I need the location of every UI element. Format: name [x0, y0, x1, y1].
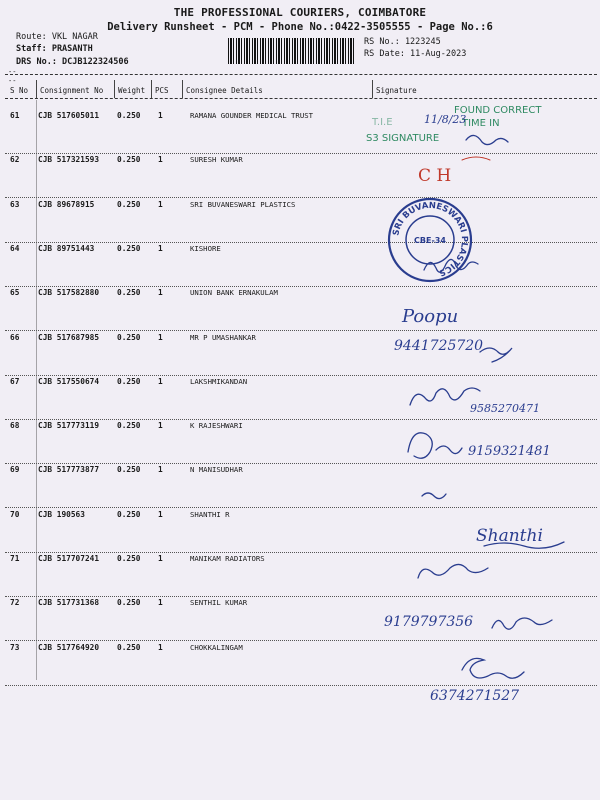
row-sno: 72 [10, 598, 20, 607]
row-weight: 0.250 [117, 155, 141, 164]
round-company-stamp [386, 196, 474, 284]
sno-column-line [36, 100, 37, 680]
header-rule-bottom [5, 98, 597, 99]
row-weight: 0.250 [117, 643, 141, 652]
row-consignee: UNION BANK ERNAKULAM [190, 288, 278, 297]
row-pcs: 1 [158, 244, 163, 253]
col-pcs: PCS [155, 86, 169, 95]
row-pcs: 1 [158, 155, 163, 164]
row-consignment: CJB 517605011 [38, 111, 100, 120]
row-consignee: KISHORE [190, 244, 221, 253]
row-pcs: 1 [158, 510, 163, 519]
staff-label: Staff: PRASANTH [16, 44, 93, 54]
signature-73 [462, 658, 524, 678]
row-consignee: CHOKKALINGAM [190, 643, 243, 652]
round-stamp-text: SRI BUVANESWARI PLASTICS [391, 200, 470, 278]
row-pcs: 1 [158, 643, 163, 652]
row-divider [5, 640, 597, 641]
signature-68 [408, 433, 462, 458]
header-rule-top [5, 74, 597, 75]
row-consignment: CJB 517550674 [38, 377, 100, 386]
col-divider [151, 80, 152, 98]
handwritten-phone-73: 6374271527 [430, 688, 520, 704]
drs-number: DRS No.: DCJB122324506 [16, 57, 129, 67]
time-in-text: TIME IN [462, 118, 500, 129]
row-consignee: LAKSHMIKANDAN [190, 377, 248, 386]
handwritten-name-70: Shanthi [476, 526, 543, 546]
handwritten-name-65: Poopu [402, 306, 459, 327]
dash-marker: -- [8, 77, 17, 85]
row-pcs: 1 [158, 465, 163, 474]
row-pcs: 1 [158, 200, 163, 209]
found-correct-text: FOUND CORRECT [454, 105, 542, 116]
row-weight: 0.250 [117, 333, 141, 342]
row-sno: 65 [10, 288, 20, 297]
handwritten-phone-72: 9179797356 [384, 614, 474, 630]
barcode-image [228, 38, 356, 64]
rs-number: RS No.: 1223245 [364, 37, 441, 47]
row-consignment: CJB 89751443 [38, 244, 95, 253]
row-sno: 73 [10, 643, 20, 652]
row-sno: 64 [10, 244, 20, 253]
signature-71 [418, 564, 488, 578]
row-pcs: 1 [158, 333, 163, 342]
row-weight: 0.250 [117, 244, 141, 253]
row-consignment: CJB 517773877 [38, 465, 100, 474]
row-weight: 0.250 [117, 510, 141, 519]
row-sno: 62 [10, 155, 20, 164]
red-mark-62 [462, 157, 490, 160]
handwritten-phone-68: 9159321481 [468, 444, 551, 459]
row-consignment: CJB 89678915 [38, 200, 95, 209]
col-consignment: Consignment No [40, 86, 104, 95]
row-weight: 0.250 [117, 377, 141, 386]
row-weight: 0.250 [117, 200, 141, 209]
row-weight: 0.250 [117, 111, 141, 120]
row-pcs: 1 [158, 421, 163, 430]
row-divider [5, 419, 597, 420]
row-sno: 69 [10, 465, 20, 474]
row-sno: 61 [10, 111, 20, 120]
row-consignment: CJB 517582880 [38, 288, 100, 297]
handwritten-phone-66: 9441725720 [394, 338, 484, 354]
row-consignee: RAMANA GOUNDER MEDICAL TRUST [190, 111, 314, 120]
row-weight: 0.250 [117, 465, 141, 474]
col-divider [36, 80, 37, 98]
row-sno: 67 [10, 377, 20, 386]
row-consignee: MANIKAM RADIATORS [190, 554, 265, 563]
row-consignment: CJB 517687985 [38, 333, 100, 342]
handwritten-phone-67: 9585270471 [470, 402, 540, 415]
row-divider [5, 375, 597, 376]
row-consignment: CJB 517764920 [38, 643, 100, 652]
row-consignment: CJB 190563 [38, 510, 85, 519]
col-divider [114, 80, 115, 98]
row-sno: 63 [10, 200, 20, 209]
row-pcs: 1 [158, 554, 163, 563]
signature-72 [492, 618, 552, 629]
row-weight: 0.250 [117, 554, 141, 563]
row-consignment: CJB 517773119 [38, 421, 100, 430]
col-divider [372, 80, 373, 98]
row-divider [5, 330, 597, 331]
row-divider [5, 463, 597, 464]
row-pcs: 1 [158, 377, 163, 386]
handwritten-ch-62: C H [418, 166, 452, 186]
col-signature: Signature [376, 86, 417, 95]
row-divider [5, 286, 597, 287]
row-consignee: MR P UMASHANKAR [190, 333, 256, 342]
row-consignee: K RAJESHWARI [190, 421, 243, 430]
col-sno: S No [10, 86, 29, 95]
row-weight: 0.250 [117, 421, 141, 430]
col-divider [182, 80, 183, 98]
signature-69 [422, 493, 446, 499]
row-pcs: 1 [158, 111, 163, 120]
col-weight: Weight [118, 86, 146, 95]
row-consignee: N MANISUDHAR [190, 465, 243, 474]
company-title: THE PROFESSIONAL COURIERS, COIMBATORE [173, 6, 427, 19]
row-divider [5, 507, 597, 508]
found-correct-stamp [366, 103, 560, 151]
row-divider [5, 197, 597, 198]
row-sno: 71 [10, 554, 20, 563]
row-consignment: CJB 517321593 [38, 155, 100, 164]
row-divider [5, 153, 597, 154]
row-weight: 0.250 [117, 598, 141, 607]
row-divider [5, 552, 597, 553]
row-consignee: SENTHIL KUMAR [190, 598, 248, 607]
row-consignee: SRI BUVANESWARI PLASTICS [190, 200, 296, 209]
col-consignee: Consignee Details [186, 86, 263, 95]
row-weight: 0.250 [117, 288, 141, 297]
row-pcs: 1 [158, 288, 163, 297]
stamp-faint-text: T.I.E [372, 117, 393, 128]
s3-signature-text: S3 SIGNATURE [366, 133, 440, 144]
row-pcs: 1 [158, 598, 163, 607]
dash-marker: -- [8, 68, 17, 76]
row-divider [5, 242, 597, 243]
row-sno: 70 [10, 510, 20, 519]
date-in-handwritten: 11/8/23 [424, 113, 467, 126]
round-stamp-center: CBE-34 [414, 236, 446, 245]
rs-date: RS Date: 11-Aug-2023 [364, 49, 467, 59]
row-consignment: CJB 517731368 [38, 598, 100, 607]
signature-66 [480, 348, 512, 362]
row-divider [5, 685, 597, 686]
row-consignee: SHANTHI R [190, 510, 230, 519]
row-sno: 66 [10, 333, 20, 342]
runsheet-title: Delivery Runsheet - PCM - Phone No.:0422-3505555 - Page No.:6 [107, 21, 493, 33]
route-label: Route: VKL NAGAR [16, 32, 98, 42]
row-consignment: CJB 517707241 [38, 554, 100, 563]
row-sno: 68 [10, 421, 20, 430]
row-divider [5, 596, 597, 597]
row-consignee: SURESH KUMAR [190, 155, 243, 164]
